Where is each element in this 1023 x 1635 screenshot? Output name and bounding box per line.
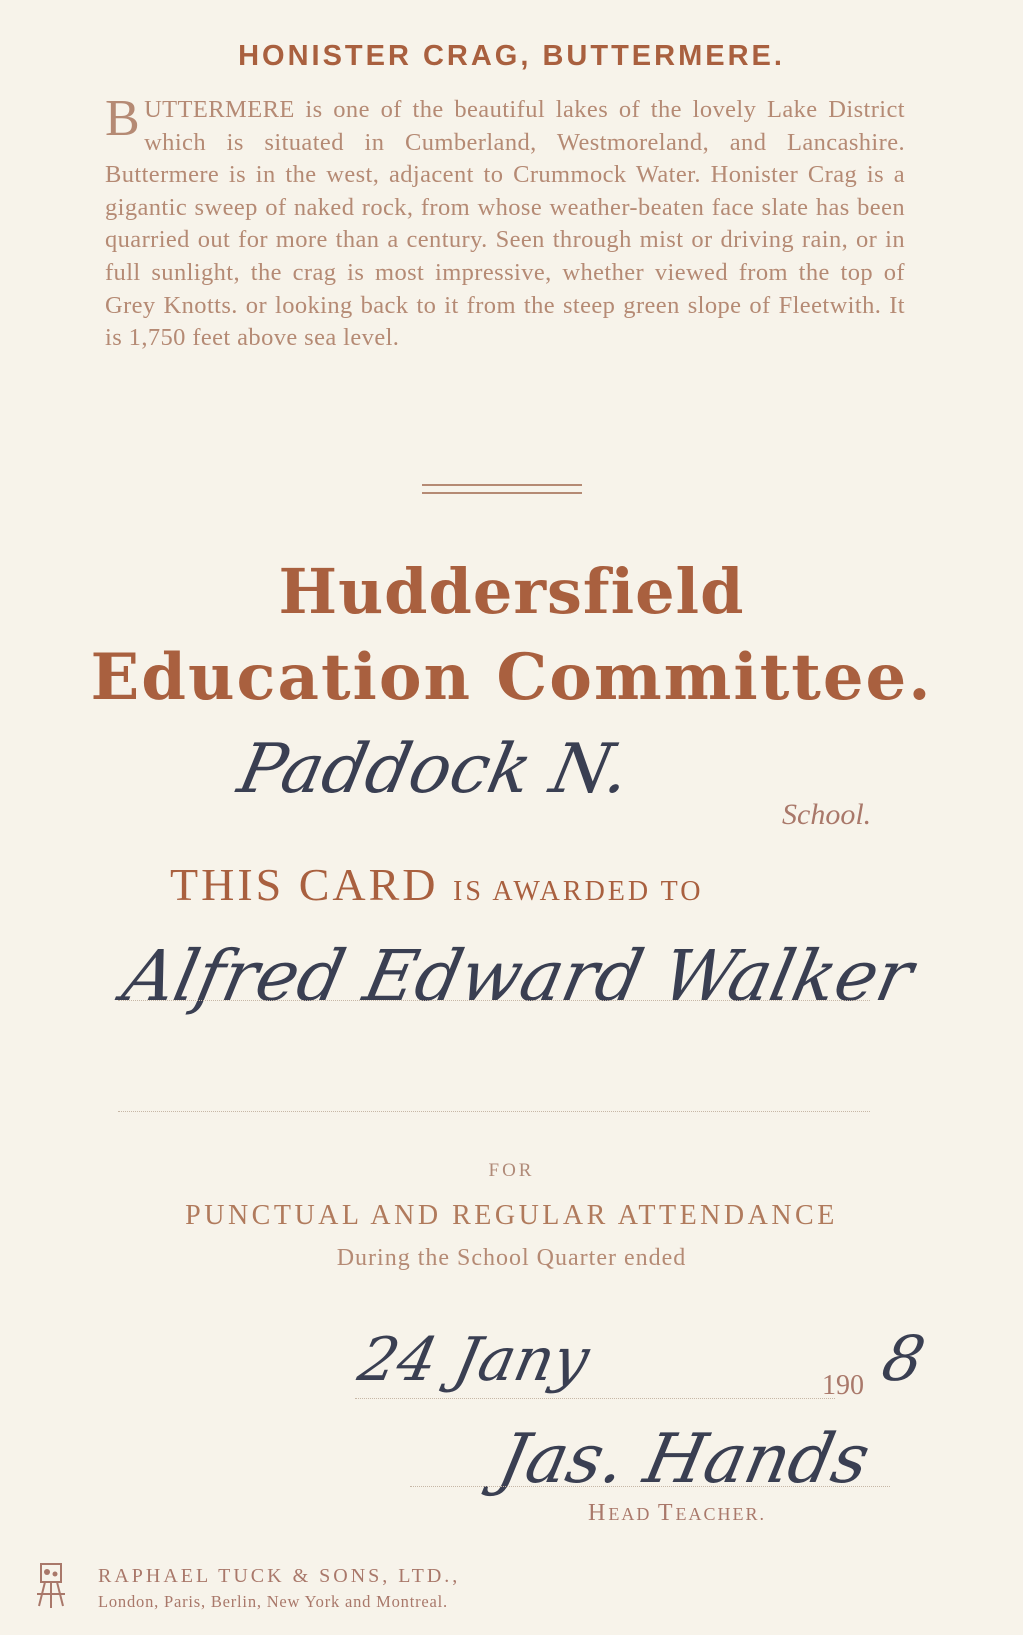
publisher-imprint <box>98 1565 460 1612</box>
for-text: FOR <box>488 1160 535 1181</box>
head-teacher-rest-1: EAD <box>608 1504 658 1524</box>
school-label: School. <box>782 798 872 831</box>
description-paragraph <box>105 90 905 355</box>
signature-handwritten: Jas. Hands <box>491 1420 877 1499</box>
date-dotted-line <box>355 1398 835 1399</box>
year-digit-handwritten: 8 <box>876 1322 932 1395</box>
date-handwritten: 24 Jany <box>352 1325 596 1395</box>
publisher-cities: London, Paris, Berlin, New York and Montreal. <box>98 1592 448 1611</box>
school-name-handwritten: Paddock N. <box>231 730 638 809</box>
head-teacher-cap-h: H <box>588 1500 609 1526</box>
head-teacher-rest-2: EACHER. <box>675 1504 767 1524</box>
committee-line-2: Education Committee. <box>90 640 933 715</box>
double-rule-divider <box>422 484 582 494</box>
drop-cap: B <box>105 90 141 147</box>
signature-dotted-line <box>410 1486 890 1487</box>
quarter-text: During the School Quarter ended <box>336 1245 687 1271</box>
attendance-title: PUNCTUAL AND REGULAR ATTENDANCE <box>185 1200 838 1231</box>
awarded-small-text: IS AWARDED TO <box>453 876 704 907</box>
blank-dotted-line <box>118 1111 870 1112</box>
head-teacher-cap-t: T <box>657 1500 676 1526</box>
recipient-name-handwritten: Alfred Edward Walker <box>116 935 920 1017</box>
recipient-dotted-line <box>118 1000 870 1001</box>
committee-line-1: Huddersfield <box>278 555 745 628</box>
easel-palette-logo-icon <box>33 1560 69 1610</box>
publisher-name: RAPHAEL TUCK & SONS, LTD., <box>98 1565 461 1587</box>
awarded-big-text: THIS CARD <box>170 859 439 910</box>
head-teacher-label <box>588 1500 766 1527</box>
year-prefix: 190 <box>822 1370 864 1401</box>
description-text: UTTERMERE is one of the beautiful lakes of the lovely Lake District which is situated in Cumberland, Westmoreland, and Lancashire. Buttermere is in the west, adjacent to Crummock Water. Honister Crag is a gigantic sweep of naked rock, from whose weather-beaten face slate has been quarried out for more than a century. Seen through mist or driving rain, or in full sunlight, the crag is most impressive, whether viewed from the top of Grey Knotts. or looking back to it from the steep green slope of Fleetwith. It is 1,750 feet above sea level. <box>105 96 905 352</box>
awarded-line <box>170 858 703 911</box>
card-heading: HONISTER CRAG, BUTTERMERE. <box>238 40 785 72</box>
